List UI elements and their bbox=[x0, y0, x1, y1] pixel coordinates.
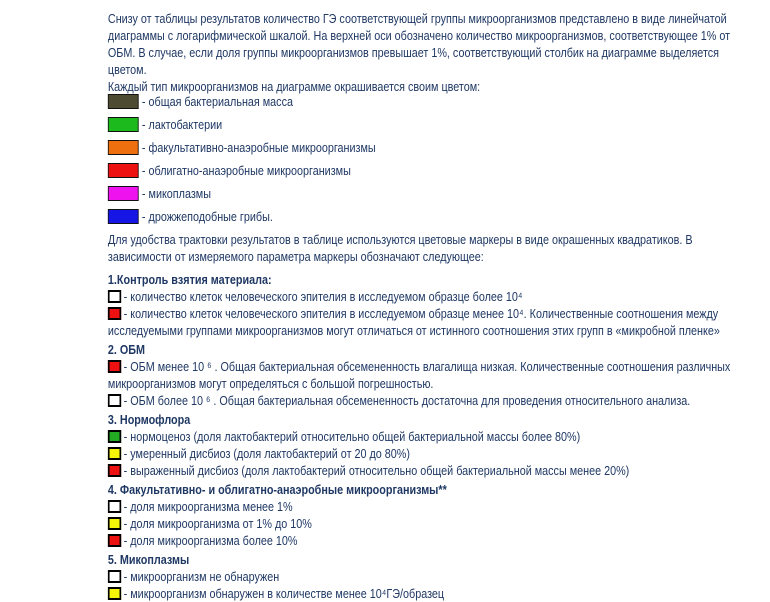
marker-item bbox=[108, 585, 741, 602]
legend-item-facultative-anaerobes bbox=[108, 139, 741, 162]
legend-item-mycoplasma bbox=[108, 185, 741, 208]
color-swatch-total-bacterial-mass bbox=[108, 94, 139, 109]
markers-paragraph: Для удобства трактовки результатов в таблице используются цветовые маркеры в виде окрашенных квадратиков. В зависимости от измеряемого параметра маркеры обозначают следующее: bbox=[107, 232, 693, 264]
legend-label: - дрожжеподобные грибы. bbox=[141, 209, 273, 224]
section-title: 2. ОБМ bbox=[107, 342, 146, 357]
legend-label: - облигатно-анаэробные микроорганизмы bbox=[141, 163, 351, 178]
marker-label: - количество клеток человеческого эпителия в исследуемом образце более 10⁴ bbox=[123, 289, 523, 304]
legend-item-obligate-anaerobes bbox=[108, 162, 741, 185]
legend-item-yeast-like-fungi bbox=[108, 208, 741, 231]
marker-square-white bbox=[108, 394, 121, 407]
color-swatch-yeast-like-fungi bbox=[108, 209, 139, 224]
marker-square-yellow bbox=[108, 517, 121, 530]
section-title: 1.Контроль взятия материала: bbox=[107, 272, 272, 287]
marker-square-red bbox=[108, 307, 121, 320]
marker-label: - микроорганизм не обнаружен bbox=[123, 569, 280, 584]
marker-item bbox=[108, 462, 741, 479]
legend-item-lactobacteria bbox=[108, 116, 741, 139]
section-obm bbox=[108, 341, 741, 409]
color-legend bbox=[108, 93, 741, 231]
section-title: 3. Нормофлора bbox=[107, 412, 191, 427]
marker-item bbox=[108, 305, 741, 339]
marker-label: - доля микроорганизма менее 1% bbox=[123, 499, 293, 514]
marker-item bbox=[108, 532, 741, 549]
legend-label: - лактобактерии bbox=[141, 117, 223, 132]
section-title: 5. Микоплазмы bbox=[107, 552, 190, 567]
section-title: 4. Факультативно- и облигатно-анаэробные микроорганизмы** bbox=[107, 482, 447, 497]
marker-item bbox=[108, 358, 741, 392]
marker-item bbox=[108, 515, 741, 532]
marker-label: - доля микроорганизма от 1% до 10% bbox=[123, 516, 312, 531]
marker-square-red bbox=[108, 360, 121, 373]
marker-item bbox=[108, 392, 741, 409]
marker-label: - ОБМ менее 10 ⁶ . Общая бактериальная обсемененность влагалища низкая. Количественные соотношения различных микроорганизмов могут определяться с большой погрешностью. bbox=[107, 359, 731, 391]
marker-item bbox=[108, 445, 741, 462]
marker-label: - ОБМ более 10 ⁶ . Общая бактериальная обсемененность достаточна для проведения относительного анализа. bbox=[123, 393, 691, 408]
intro-paragraph: Снизу от таблицы результатов количество ГЭ соответствующей группы микроорганизмов представлено в виде линейчатой диаграммы с логарифмической шкалой. На верхней оси обозначено количество микроорганизмов, соответствующее 1% от ОБМ. В случае, если доля группы микроорганизмов превышает 1%, соответствующий столбик на диаграмме выделяется цветом. bbox=[107, 11, 731, 77]
marker-square-white bbox=[108, 570, 121, 583]
legend-label: - микоплазмы bbox=[141, 186, 211, 201]
color-swatch-mycoplasma bbox=[108, 186, 139, 201]
color-swatch-lactobacteria bbox=[108, 117, 139, 132]
legend-item-total-bacterial-mass bbox=[108, 93, 741, 116]
marker-label: - умеренный дисбиоз (доля лактобактерий от 20 до 80%) bbox=[123, 446, 410, 461]
marker-square-red bbox=[108, 464, 121, 477]
marker-label: - количество клеток человеческого эпителия в исследуемом образце менее 10⁴. Количественные соотношения между исследуемыми группами микроорганизмов могут отличаться от истинного соотношения этих групп в «микробной пленке» bbox=[107, 306, 720, 338]
marker-item bbox=[108, 498, 741, 515]
marker-item bbox=[108, 428, 741, 445]
marker-square-yellow bbox=[108, 447, 121, 460]
marker-square-white bbox=[108, 500, 121, 513]
marker-square-yellow bbox=[108, 587, 121, 600]
section-material-control bbox=[108, 271, 741, 339]
legend-intro-text: Каждый тип микроорганизмов на диаграмме окрашивается своим цветом: bbox=[107, 79, 481, 94]
section-facultative-obligate-anaerobes bbox=[108, 481, 741, 549]
marker-label: - микроорганизм обнаружен в количестве менее 10⁴ГЭ/образец bbox=[123, 586, 445, 601]
marker-square-red bbox=[108, 534, 121, 547]
section-normoflora bbox=[108, 411, 741, 479]
marker-item bbox=[108, 288, 741, 305]
color-swatch-obligate-anaerobes bbox=[108, 163, 139, 178]
legend-label: - общая бактериальная масса bbox=[141, 94, 293, 109]
marker-item bbox=[108, 568, 741, 585]
section-mycoplasma bbox=[108, 551, 741, 602]
marker-label: - выраженный дисбиоз (доля лактобактерий относительно общей бактериальной массы менее 20%) bbox=[123, 463, 630, 478]
color-swatch-facultative-anaerobes bbox=[108, 140, 139, 155]
document-page bbox=[0, 10, 748, 602]
marker-square-green bbox=[108, 430, 121, 443]
marker-label: - нормоценоз (доля лактобактерий относительно общей бактериальной массы более 80%) bbox=[123, 429, 581, 444]
legend-label: - факультативно-анаэробные микроорганизмы bbox=[141, 140, 376, 155]
marker-square-white bbox=[108, 290, 121, 303]
marker-label: - доля микроорганизма более 10% bbox=[123, 533, 298, 548]
